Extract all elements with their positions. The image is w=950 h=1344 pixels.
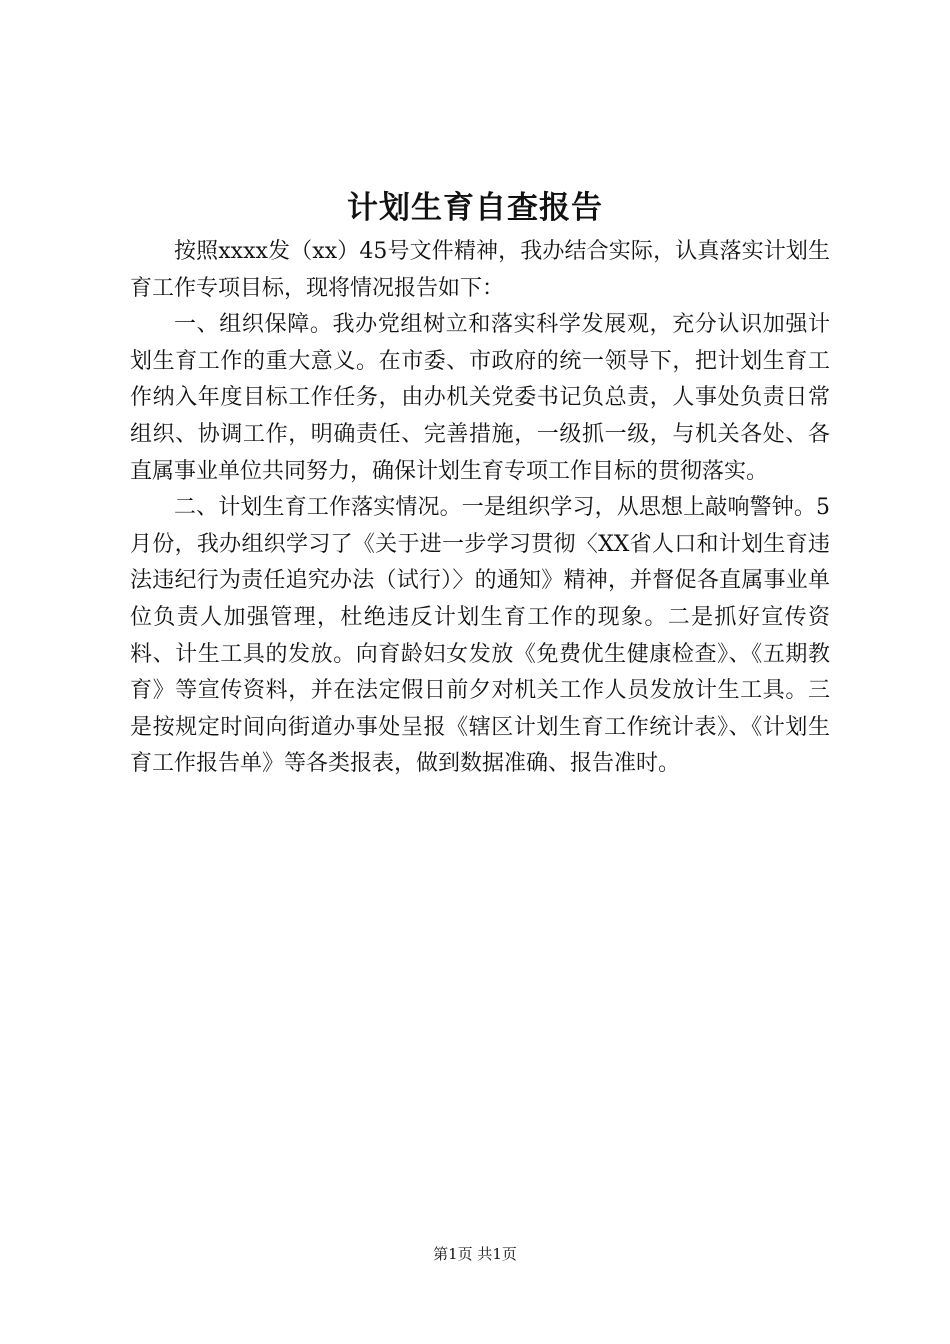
document-body bbox=[130, 234, 830, 783]
paragraph-implementation: 二、计划生育工作落实情况。一是组织学习，从思想上敲响警钟。5月份，我办组织学习了《关于进一步学习贯彻〈XX省人口和计划生育违法违纪行为责任追究办法（试行）〉的通知》精神，并督促各直属事业单位负责人加强管理，杜绝违反计划生育工作的现象。二是抓好宣传资料、计生工具的发放。向育龄妇女发放《免费优生健康检查》、《五期教育》等宣传资料，并在法定假日前夕对机关工作人员发放计生工具。三是按规定时间向街道办事处呈报《辖区计划生育工作统计表》、《计划生育工作报告单》等各类报表，做到数据准确、报告准时。 bbox=[130, 495, 830, 777]
paragraph-organization: 一、组织保障。我办党组树立和落实科学发展观，充分认识加强计划生育工作的重大意义。在市委、市政府的统一领导下，把计划生育工作纳入年度目标工作任务，由办机关党委书记负总责，人事处负责日常组织、协调工作，明确责任、完善措施，一级抓一级，与机关各处、各直属事业单位共同努力，确保计划生育专项工作目标的贯彻落实。 bbox=[130, 312, 830, 484]
document-title: 计划生育自查报告 bbox=[347, 190, 603, 226]
paragraph-intro: 按照xxxx发（xx）45号文件精神，我办结合实际，认真落实计划生育工作专项目标，现将情况报告如下： bbox=[130, 239, 830, 301]
page-footer: 第1页 共1页 bbox=[433, 1245, 517, 1263]
